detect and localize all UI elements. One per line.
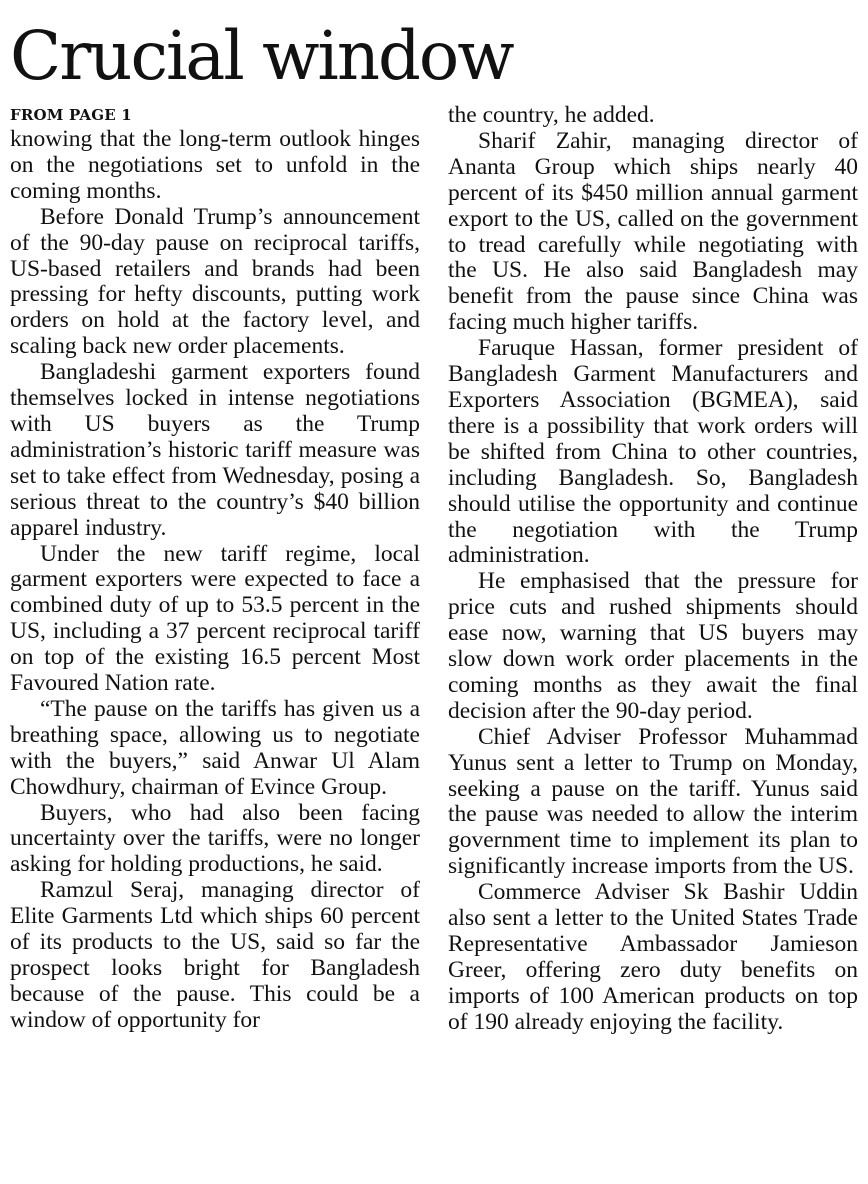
paragraph: Faruque Hassan, former president of Bangladesh Garment Manufacturers and Exporters Association (BGMEA), said there is a possibility that work orders will be shifted from China to other countries, including Bangladesh. So, Bangladesh should utilise the opportunity and continue the negotiation with the Trump administration. [448, 335, 858, 569]
paragraph: the country, he added. [448, 102, 655, 128]
paragraph: Bangladeshi garment exporters found themselves locked in intense negotiations with US buyers as the Trump administration’s historic tariff measure was set to take effect from Wednesday, posing a serious threat to the country’s $40 billion apparel industry. [10, 359, 420, 541]
paragraph: Chief Adviser Professor Muhammad Yunus sent a letter to Trump on Monday, seeking a pause on the tariff. Yunus said the pause was needed to allow the interim government time to implement its plan to significantly increase imports from the US. [448, 723, 858, 880]
paragraph: He emphasised that the pressure for price cuts and rushed shipments should ease now, warning that US buyers may slow down work order placements in the coming months as they await the final decision after the 90-day period. [448, 568, 858, 724]
article-column-left [10, 103, 420, 1034]
paragraph: Under the new tariff regime, local garment exporters were expected to face a combined duty of up to 53.5 percent in the US, including a 37 percent reciprocal tariff on top of the existing 16.5 percent Most Favoured Nation rate. [10, 540, 420, 697]
paragraph: knowing that the long-term outlook hinges on the negotiations set to unfold in the coming months. [10, 126, 420, 204]
paragraph: Ramzul Seraj, managing director of Elite Garments Ltd which ships 60 percent of its products to the US, said so far the prospect looks bright for Bangladesh because of the pause. This could be a window of opportunity for [10, 877, 420, 1033]
paragraph: Commerce Adviser Sk Bashir Uddin also sent a letter to the United States Trade Representative Ambassador Jamieson Greer, offering zero duty benefits on imports of 100 American products on top of 190 already enjoying the facility. [448, 879, 858, 1035]
headline: Crucial window [10, 17, 513, 95]
paragraph: “The pause on the tariffs has given us a breathing space, allowing us to negotiate with the buyers,” said Anwar Ul Alam Chowdhury, chairman of Evince Group. [10, 695, 420, 800]
article-column-right [448, 103, 858, 1036]
kicker-from-page: FROM PAGE 1 [10, 106, 132, 124]
paragraph: Sharif Zahir, managing director of Ananta Group which ships nearly 40 percent of its $450 million annual garment export to the US, called on the government to tread carefully while negotiating with the US. He also said Bangladesh may benefit from the pause since China was facing much higher tariffs. [448, 127, 858, 336]
paragraph: Before Donald Trump’s announcement of the 90-day pause on reciprocal tariffs, US-based retailers and brands had been pressing for hefty discounts, putting work orders on hold at the factory level, and scaling back new order placements. [10, 203, 420, 360]
paragraph: Buyers, who had also been facing uncertainty over the tariffs, were no longer asking for holding productions, he said. [10, 799, 420, 878]
